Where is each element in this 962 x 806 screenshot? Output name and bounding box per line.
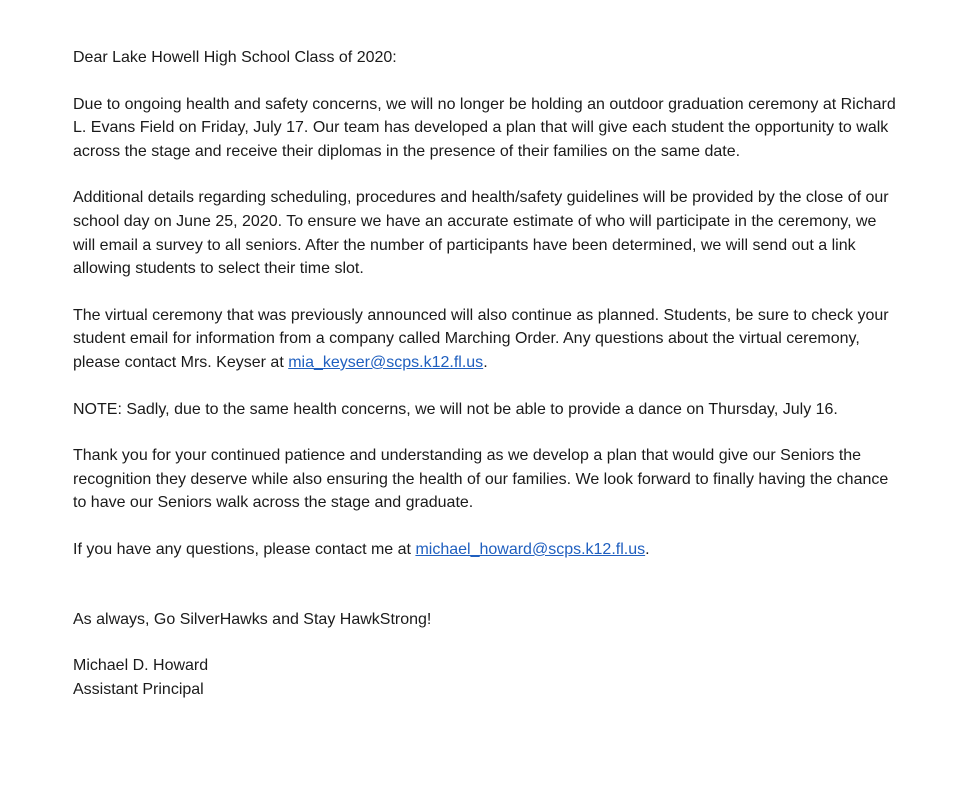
virtual-ceremony-text: The virtual ceremony that was previously announced will also continue as planned. Students, be sure to check your student email for information from a company called Marching Order. Any questions about the virtual ceremony, please contact Mrs. Keyser at — [73, 306, 889, 371]
signature-title: Assistant Principal — [73, 680, 204, 698]
signature-name: Michael D. Howard — [73, 657, 209, 675]
paragraph-graduation-change: Due to ongoing health and safety concerns, we will no longer be holding an outdoor graduation ceremony at Richard L. Evans Field on Friday, July 17. Our team has developed a plan that will give each student the opportunity to walk across the stage and receive their diplomas in the presence of their families on the same date. — [73, 95, 896, 160]
contact-period: . — [645, 540, 650, 558]
keyser-email-link[interactable]: mia_keyser@scps.k12.fl.us — [288, 353, 484, 371]
contact-paragraph — [73, 538, 903, 562]
closing-line: As always, Go SilverHawks and Stay HawkStrong! — [73, 610, 432, 628]
virtual-ceremony-period: . — [483, 353, 488, 371]
contact-text: If you have any questions, please contact me at — [73, 540, 416, 558]
paragraph-details-schedule: Additional details regarding scheduling, procedures and health/safety guidelines will be provided by the close of our school day on June 25, 2020. To ensure we have an accurate estimate of who will participate in the ceremony, we will email a survey to all seniors. After the number of participants have been determined, we will send out a link allowing students to select their time slot. — [73, 189, 889, 278]
letter-body — [73, 46, 903, 701]
paragraph-virtual-ceremony — [73, 304, 903, 375]
signature-block — [73, 654, 903, 701]
paragraph-thank-you: Thank you for your continued patience and understanding as we develop a plan that would give our Seniors the recognition they deserve while also ensuring the health of our families. We look forward to finally having the chance to have our Seniors walk across the stage and graduate. — [73, 447, 889, 512]
howard-email-link[interactable]: michael_howard@scps.k12.fl.us — [415, 540, 646, 558]
note-paragraph: NOTE: Sadly, due to the same health concerns, we will not be able to provide a dance on Thursday, July 16. — [73, 400, 838, 418]
salutation: Dear Lake Howell High School Class of 2020: — [73, 49, 397, 66]
